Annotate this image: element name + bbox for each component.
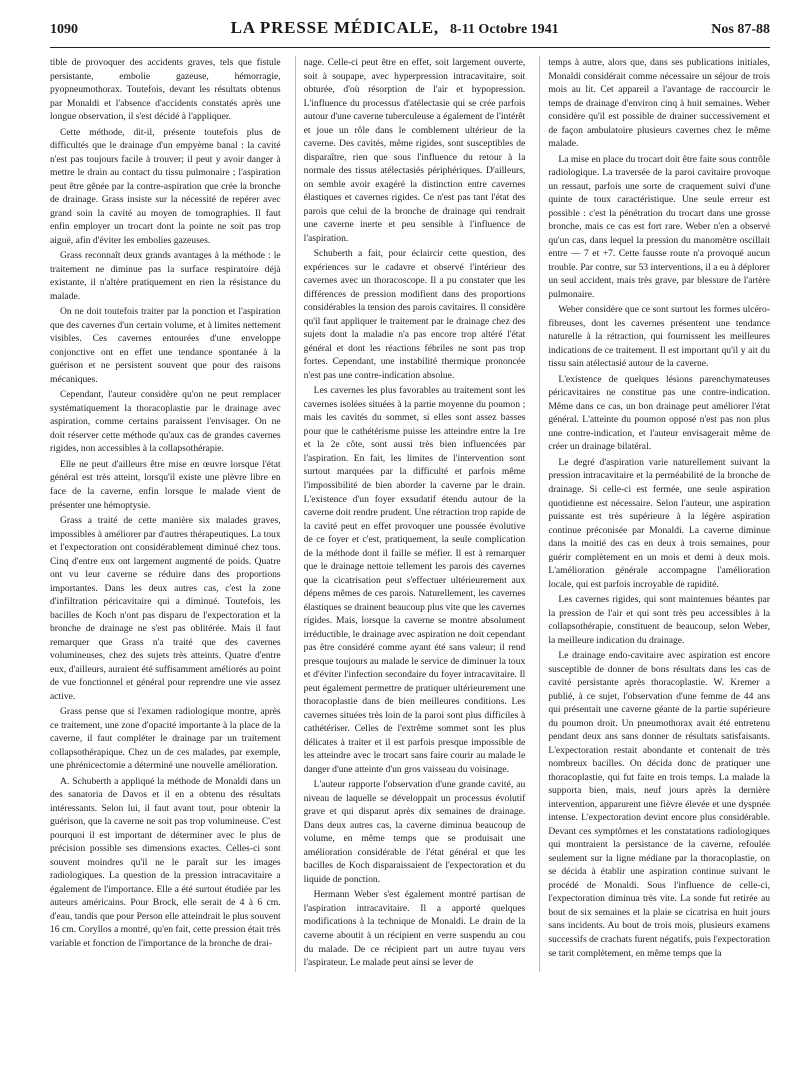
paragraph: temps à autre, alors que, dans ses publications initiales, Monaldi considérait comme nécessaire un séjour de trois mois au lit. Cet appareil a l'avantage de raccourcir le temps de drainage d'environ cinq à huit semaines. Weber considère qu'il est possible de drainer successivement et de façon ambulatoire plusieurs cavernes chez le même malade.: [548, 57, 770, 150]
paragraph: La mise en place du trocart doit être faite sous contrôle radiologique. La traversée de la paroi cavitaire provoque un ressaut, parfois une sorte de craquement suivi d'une quinte de toux caractéristique. Une seule erreur est possible : c'est la pénétration du trocart dans une grosse bronche, mais ce cas est fort rare. Weber n'en a observé qu'un cas, dans lequel la pression du manomètre oscillait entre — 7 et +7. Cette fausse route n'a provoqué aucun trouble. Par contre, sur 53 interventions, il a eu à déplorer un seul accident, mais très grave, par blessure de l'artère pulmonaire.: [548, 153, 770, 300]
article-columns: [50, 56, 770, 972]
issue-date: 8-11 Octobre 1941: [450, 22, 559, 37]
paragraph: A. Schuberth a appliqué la méthode de Monaldi dans un des sanatoria de Davos et il en a obtenu des résultats intéressants. Selon lui, il faut avant tout, pour obtenir la guérison, que la caverne ne soit pas trop volumineuse. C'est pourquoi il est important de déterminer avec le plus de précision possible ses dimensions exactes. Celles-ci sont souvent moindres qu'il ne le paraît sur les images radiologiques. La question de la pression intracavitaire a également de l'importance. Elle a été surtout étudiée par les auteurs américains. Pour Brock, elle serait de 4 à 6 cm. d'eau, tandis que pour Person elle atteindrait le plus souvent 16 cm. Coryllos a montré, qu'en fait, cette pression était très variable et fonction de l'importance de la bronche de drai-: [50, 775, 281, 949]
paragraph: Le degré d'aspiration varie naturellement suivant la pression intracavitaire et la perméabilité de la bronche de drainage. Si celle-ci est fermée, une seule aspiration quotidienne est nécessaire. Selon l'auteur, une aspiration puissante est très supérieure à la légère aspiration continue préconisée par Monaldi. La caverne diminue dans la moitié des cas en deux à trois semaines, pour guérir complètement en un mois et demi à deux mois. L'amélioration générale accompagne l'amélioration locale, qui est parfois incroyable de rapidité.: [548, 456, 770, 590]
paragraph: Le drainage endo-cavitaire avec aspiration est encore susceptible de donner de bons résultats dans les cas de cavité persistante après thoracoplastie. W. Kremer a publié, à ce sujet, l'observation d'une femme de 44 ans qui présentait une caverne géante de la partie supérieure du poumon droit. Un pneumothorax avait été entretenu pendant deux ans sans donner de résultats satisfaisants. L'expectoration restait abondante et contenait de très nombreux bacilles. On décida donc de pratiquer une thoracoplastie, qui fut faite en trois temps. La malade la supporta bien, mais, neuf jours après la dernière intervention, apparurent une fièvre élevée et une dyspnée intense. L'expectoration devint encore plus considérable. Devant ces symptômes et les constatations radiologiques qui montraient la persistance de la caverne, refoulée seulement sur la ligne médiane par la thoracoplastie, on se décida à établir une aspiration continue suivant le procédé de Monaldi. Sous l'influence de celle-ci, l'expectoration diminua très vite. La sonde fut retirée au bout de six semaines et la plaie se cicatrisa en huit jours sans incidents. Au bout de trois mois, plusieurs examens successifs de crachats furent négatifs, puis l'expectoration se tarit complètement, en même temps que la: [548, 650, 770, 959]
paragraph: Schuberth a fait, pour éclaircir cette question, des expériences sur le cadavre et observé l'intérieur des cavernes avec un thoracoscope. Il a pu constater que les différences de pression modifient dans des proportions considérables la tension des parois cavitaires. Il considère qu'il faut appliquer le traitement par le drainage chez des sujets dont la maladie n'a pas encore trop altéré l'état général et dont les réactions fébriles ne sont pas trop fortes. Cependant, une instabilité thermique prononcée n'est pas une contre-indication absolue.: [303, 248, 526, 381]
paragraph: Cette méthode, dit-il, présente toutefois plus de difficultés que le drainage d'un empyème banal : la cavité n'est pas toujours facile à trouver; il peut y avoir danger à mettre le drain au contact du tissu pulmonaire ; l'aspiration peut être gênée par la contre-aspiration que crée la bronche de drainage. Grass insiste sur la nécessité de repérer avec grand soin la cavité au moyen de tomographies. Il faut enfin employer un trocart dont la pointe ne soit pas trop aiguë, afin d'éviter les embolies gazeuses.: [50, 126, 281, 246]
paragraph: Les cavernes rigides, qui sont maintenues béantes par la pression de l'air et qui sont très peu accessibles à la collapsothérapie, constituent de beaucoup, selon Weber, la meilleure indication du drainage.: [548, 594, 770, 646]
issue-numbers: Nos 87-88: [711, 22, 770, 37]
paragraph: Grass pense que si l'examen radiologique montre, après ce traitement, une zone d'opacité importante à la place de la caverne, il faut compléter le drainage par un traitement collapsothérapique. Chez un de ces malades, par exemple, une phrénicectomie a déterminé une nouvelle amélioration.: [50, 706, 281, 772]
paragraph: Grass a traité de cette manière six malades graves, impossibles à améliorer par d'autres thérapeutiques. La toux et l'expectoration ont considérablement diminué chez tous. Cinq d'entre eux ont largement augmenté de poids. Quatre ont vu leur caverne se réduire dans des proportions importantes. Dans les deux autres cas, c'est la zone d'infiltration péricavitaire qui a diminué. Toutefois, les bacilles de Koch n'ont pas disparu de l'expectoration et la bronche de drainage ne s'est pas oblitérée. Mais il faut remarquer que Grass n'a traité que des cavernes volumineuses, chez des sujets très atteints. Quatre d'entre eux, d'ailleurs, auraient été suffisamment améliorés au point de vue fonctionnel et général pour reprendre une vie assez active.: [50, 515, 281, 702]
paragraph: Elle ne peut d'ailleurs être mise en œuvre lorsque l'état général est très atteint, lorsqu'il existe une plèvre libre en face de la caverne, enfin lorsque le malade vient de présenter une hémoptysie.: [50, 458, 281, 511]
paragraph: nage. Celle-ci peut être en effet, soit largement ouverte, soit à soupape, avec hyperpression intracavitaire, soit obturée, d'où résorption de l'air et hypopression. L'influence du processus d'atélectasie qui se crée parfois autour d'une caverne tuberculeuse a également de l'intérêt et joue un rôle dans le comblement ultérieur de la caverne. Des cavités, même rigides, sont susceptibles de disparaître, rien que sous l'influence du retour à la normale des tissus atélectasiés périphériques. D'ailleurs, on semble avoir exagéré la distinction entre cavernes élastiques et cavernes rigides. Ce n'est pas tant l'état des parois que celui de la bronche de drainage qui rendrait une caverne inerte et peu sensible à l'influence de l'aspiration.: [303, 57, 526, 244]
column-middle: [295, 56, 526, 972]
column-right: [539, 56, 770, 972]
page-number: 1090: [50, 22, 78, 37]
paragraph: L'existence de quelques lésions parenchymateuses péricavitaires ne constitue pas une contre-indication. Même dans ce cas, un bon drainage peut améliorer l'état général. L'atteinte du poumon opposé n'est pas non plus une contre-indication, et l'auteur envisagerait même de créer un drainage bilatéral.: [548, 373, 770, 453]
paragraph: L'auteur rapporte l'observation d'une grande cavité, au niveau de laquelle se développait un processus évolutif grave et qui disparut après dix semaines de drainage. Dans deux autres cas, la caverne diminua beaucoup de volume, en même temps que se produisait une amélioration considérable de l'état général et que les bacilles de Koch disparaissaient de l'expectoration et du liquide de ponction.: [303, 779, 526, 885]
paragraph: tible de provoquer des accidents graves, tels que fistule persistante, embolie gazeuse, hémorragie, pyopneumothorax. Toutefois, devant les résultats obtenus par Monaldi et l'absence d'accidents constatés après une longue observation, il s'est décidé à l'appliquer.: [50, 57, 281, 123]
journal-title-line: [231, 18, 559, 38]
paragraph: Cependant, l'auteur considère qu'on ne peut remplacer systématiquement la thoracoplastie par le drainage avec aspiration, comme certains paraissent l'envisager. On ne doit réserver cette méthode qu'aux cas de grandes cavernes rigides, non accessibles à la collapsothérapie.: [50, 389, 281, 455]
paragraph: On ne doit toutefois traiter par la ponction et l'aspiration que des cavernes d'un certain volume, et à limites nettement visibles. Ces cavernes entourées d'une enveloppe conjonctive ont en effet une tendance spontanée à la guérison et ne persistent souvent que pour des raisons mécaniques.: [50, 306, 281, 385]
journal-title: LA PRESSE MÉDICALE,: [230, 18, 439, 37]
paragraph: Hermann Weber s'est également montré partisan de l'aspiration intracavitaire. Il a apporté quelques modifications à la technique de Monaldi. Le drain de la caverne aboutit à un récipient en verre suspendu au cou du malade. De ce récipient part un autre tuyau vers l'aspirateur. Le malade peut ainsi se lever de: [303, 889, 526, 969]
journal-page: [50, 18, 770, 1068]
paragraph: Grass reconnaît deux grands avantages à la méthode : le traitement ne diminue pas la surface respiratoire déjà existante, il n'altère pratiquement en rien la résistance du malade.: [50, 250, 281, 302]
paragraph: Les cavernes les plus favorables au traitement sont les cavernes isolées situées à la partie moyenne du poumon ; mais les cavités du sommet, si elles sont assez basses pour que le cathétérisme puisse les atteindre entre la 1re et la 2e côte, sont aussi très bien influencées par l'aspiration. En fait, les limites de l'intervention sont surtout marquées par la difficulté et parfois même l'impossibilité de bien aborder la caverne par le drain. L'existence d'un foyer exsudatif étendu autour de la caverne doit rendre prudent. Une rétraction trop rapide de la cavité peut en effet provoquer une poussée évolutive de ce foyer et c'est, pratiquement, la seule complication de la méthode dont il faille se méfier. Il est à remarquer que le drainage nettoie tellement les parois des cavernes que la cicatrisation peut s'effectuer ultérieurement aux dépens mêmes de ces parois. Naturellement, les cavernes élastiques se drainent beaucoup plus vite que les cavernes rigides. Mais, lorsque la caverne se montre absolument irréductible, le drainage avec aspiration ne doit cependant pas être considéré comme ayant été sans valeur; il rend presque toujours au malade le service de diminuer la toux et d'éviter l'infection secondaire du foyer intracavitaire. Il peut également permettre de pratiquer ultérieurement une thoracoplastie dans de bien meilleures conditions. Les cavernes situées très loin de la paroi sont plus difficiles à cathétériser. Celles de l'extrême sommet sont les plus délicates à traiter et il est parfois presque impossible de les atteindre avec le trocart sans faire courir au malade le danger d'une atteinte d'un gros vaisseau du voisinage.: [303, 385, 526, 775]
paragraph: Weber considère que ce sont surtout les formes ulcéro-fibreuses, dont les cavernes présentent une tendance naturelle à la rétraction, qui fournissent les meilleures indications de ce traitement. Il est important qu'il y ait du tissu sain atélectasié autour de la caverne.: [548, 304, 770, 370]
page-header: [50, 18, 770, 48]
column-left: [50, 56, 281, 972]
